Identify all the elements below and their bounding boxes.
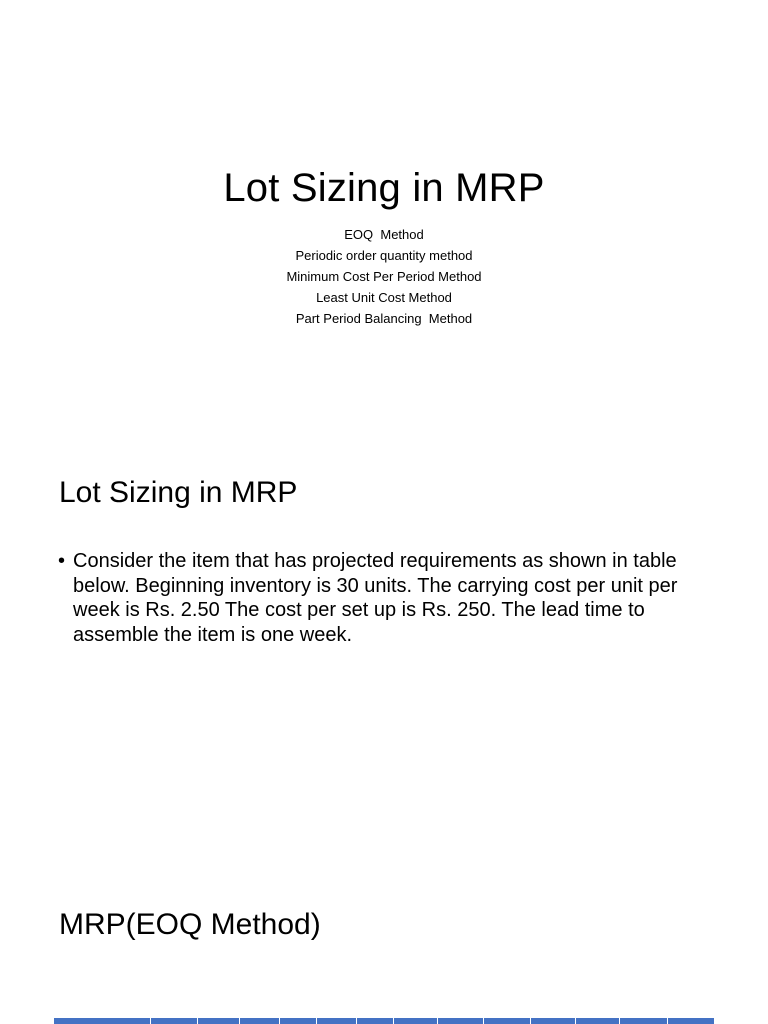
table-header-cell — [438, 1018, 484, 1024]
slide-eoq — [0, 880, 768, 1024]
table-header-cell — [198, 1018, 240, 1024]
table-header-cell — [357, 1018, 394, 1024]
table-header-cell — [317, 1018, 357, 1024]
methods-list — [0, 224, 768, 329]
method-item: Least Unit Cost Method — [316, 290, 452, 305]
slide-heading: Lot Sizing in MRP — [59, 476, 298, 509]
bullet-text: Consider the item that has projected requirements as shown in table below. Beginning inventory is 30 units. The carrying cost per unit per week is Rs. 2.50 The cost per set up is Rs. 250. The lead time to assemble the item is one week. — [73, 550, 678, 646]
table-header-strip — [54, 1018, 715, 1024]
table-header-cell — [394, 1018, 438, 1024]
bullet-dot-icon: • — [58, 550, 66, 572]
table-header-cell — [240, 1018, 280, 1024]
method-item: Periodic order quantity method — [295, 248, 473, 263]
slide-title-heading: Lot Sizing in MRP — [223, 166, 545, 210]
table-header-cell — [151, 1018, 198, 1024]
table-header-cell — [484, 1018, 531, 1024]
slide-heading: MRP(EOQ Method) — [59, 908, 321, 941]
method-item: EOQ Method — [344, 227, 424, 242]
table-header-cell — [54, 1018, 151, 1024]
table-header-cell — [620, 1018, 668, 1024]
method-item: Minimum Cost Per Period Method — [286, 269, 482, 284]
bullet-item — [58, 549, 718, 647]
table-header-cell — [668, 1018, 715, 1024]
slide-problem — [0, 440, 768, 880]
slide-title — [0, 0, 768, 440]
table-header-cell — [280, 1018, 317, 1024]
method-item: Part Period Balancing Method — [295, 311, 473, 326]
table-header-cell — [576, 1018, 620, 1024]
table-header-cell — [531, 1018, 576, 1024]
